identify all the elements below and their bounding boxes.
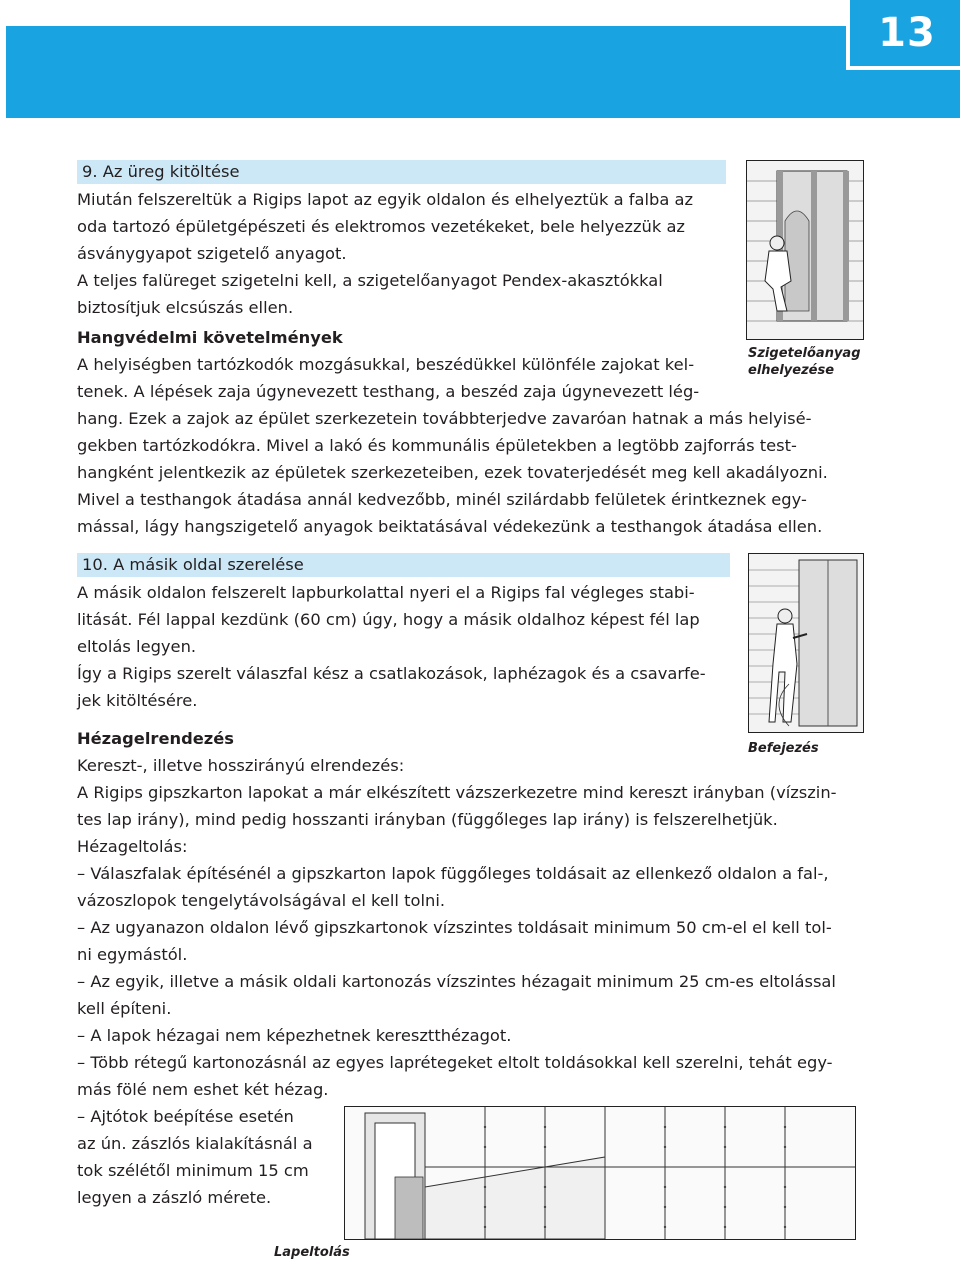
paragraph-line: Mivel a testhangok átadása annál kedvezőbb, minél szilárdabb felületek érintkeznek egy-: [77, 490, 807, 509]
finishing-figure-caption: Befejezés: [748, 741, 819, 756]
paragraph-line: tenek. A lépések zaja úgynevezett testhang, a beszéd zaja úgynevezett lég-: [77, 382, 700, 401]
paragraph-line: gekben tartózkodókra. Mivel a lakó és kommunális épületekben a legtöbb zajforrás test-: [77, 436, 797, 455]
paragraph-line: vázoszlopok tengelytávolságával el kell tolni.: [77, 891, 446, 910]
section-10-heading: 10. A másik oldal szerelése: [77, 553, 730, 577]
hang-subheading: Hangvédelmi követelmények: [77, 328, 343, 347]
paragraph-line: tes lap irány), mind pedig hosszanti irányban (függőleges lap irány) is felszerelhetjük.: [77, 810, 778, 829]
paragraph-line: hang. Ezek a zajok az épület szerkezetein továbbterjedve zavaróan hatnak a más helyisé-: [77, 409, 812, 428]
paragraph-line: A helyiségben tartózkodók mozgásukkal, beszédükkel különféle zajokat kel-: [77, 355, 695, 374]
paragraph-line: – Több rétegű kartonozásnál az egyes laprétegeket eltolt toldásokkal kell szerelni, tehát egy-: [77, 1053, 833, 1072]
paragraph-line: – Az ugyanazon oldalon lévő gipszkartonok vízszintes toldásait minimum 50 cm-el el kell tol-: [77, 918, 832, 937]
paragraph-line: tok szélétől minimum 15 cm: [77, 1161, 309, 1180]
paragraph-line: ni egymástól.: [77, 945, 188, 964]
section-9-heading: 9. Az üreg kitöltése: [77, 160, 726, 184]
paragraph-line: eltolás legyen.: [77, 637, 197, 656]
paragraph-line: A teljes falüreget szigetelni kell, a szigetelőanyagot Pendex-akasztókkal: [77, 271, 663, 290]
page-number: 13: [846, 0, 960, 70]
panel-offset-illustration: [345, 1107, 855, 1239]
finishing-figure: [748, 553, 864, 733]
insulation-figure: [746, 160, 864, 340]
insulation-illustration: [747, 161, 863, 339]
paragraph-line: – Ajtótok beépítése esetén: [77, 1107, 294, 1126]
paragraph-line: az ún. zászlós kialakításnál a: [77, 1134, 313, 1153]
paragraph-line: Kereszt-, illetve hosszirányú elrendezés:: [77, 756, 405, 775]
paragraph-line: litását. Fél lappal kezdünk (60 cm) úgy, hogy a másik oldalhoz képest fél lap: [77, 610, 700, 629]
paragraph-line: Így a Rigips szerelt válaszfal kész a csatlakozások, laphézagok és a csavarfe-: [77, 664, 706, 683]
paragraph-line: hangként jelentkezik az épületek szerkezeteiben, ezek tovaterjedését meg kell akadályozni.: [77, 463, 828, 482]
paragraph-line: más fölé nem eshet két hézag.: [77, 1080, 329, 1099]
paragraph-line: mással, lágy hangszigetelő anyagok beiktatásával védekezünk a testhangok átadása ellen.: [77, 517, 823, 536]
paragraph-line: oda tartozó épületgépészeti és elektromos vezetékeket, bele helyezzük az: [77, 217, 685, 236]
paragraph-line: – Az egyik, illetve a másik oldali kartonozás vízszintes hézagait minimum 25 cm-es eltolással: [77, 972, 836, 991]
paragraph-line: A másik oldalon felszerelt lapburkolattal nyeri el a Rigips fal végleges stabi-: [77, 583, 695, 602]
finishing-illustration: [749, 554, 863, 732]
panel-offset-figure-caption: Lapeltolás: [274, 1245, 350, 1260]
paragraph-line: biztosítjuk elcsúszás ellen.: [77, 298, 294, 317]
paragraph-line: Hézageltolás:: [77, 837, 188, 856]
paragraph-line: kell építeni.: [77, 999, 172, 1018]
paragraph-line: legyen a zászló mérete.: [77, 1188, 272, 1207]
paragraph-line: A Rigips gipszkarton lapokat a már elkészített vázszerkezetre mind kereszt irányban (vízszin-: [77, 783, 837, 802]
paragraph-line: Miután felszereltük a Rigips lapot az egyik oldalon és elhelyeztük a falba az: [77, 190, 694, 209]
header-bar: [6, 26, 960, 118]
hezag-subheading: Hézagelrendezés: [77, 729, 234, 748]
paragraph-line: jek kitöltésére.: [77, 691, 198, 710]
paragraph-line: ásványgyapot szigetelő anyagot.: [77, 244, 347, 263]
paragraph-line: – A lapok hézagai nem képezhetnek keresztthézagot.: [77, 1026, 512, 1045]
panel-offset-figure: [344, 1106, 856, 1240]
paragraph-line: – Válaszfalak építésénél a gipszkarton lapok függőleges toldásait az ellenkező oldalon a fal-,: [77, 864, 829, 883]
insulation-figure-caption: Szigetelőanyag elhelyezése: [748, 346, 861, 378]
